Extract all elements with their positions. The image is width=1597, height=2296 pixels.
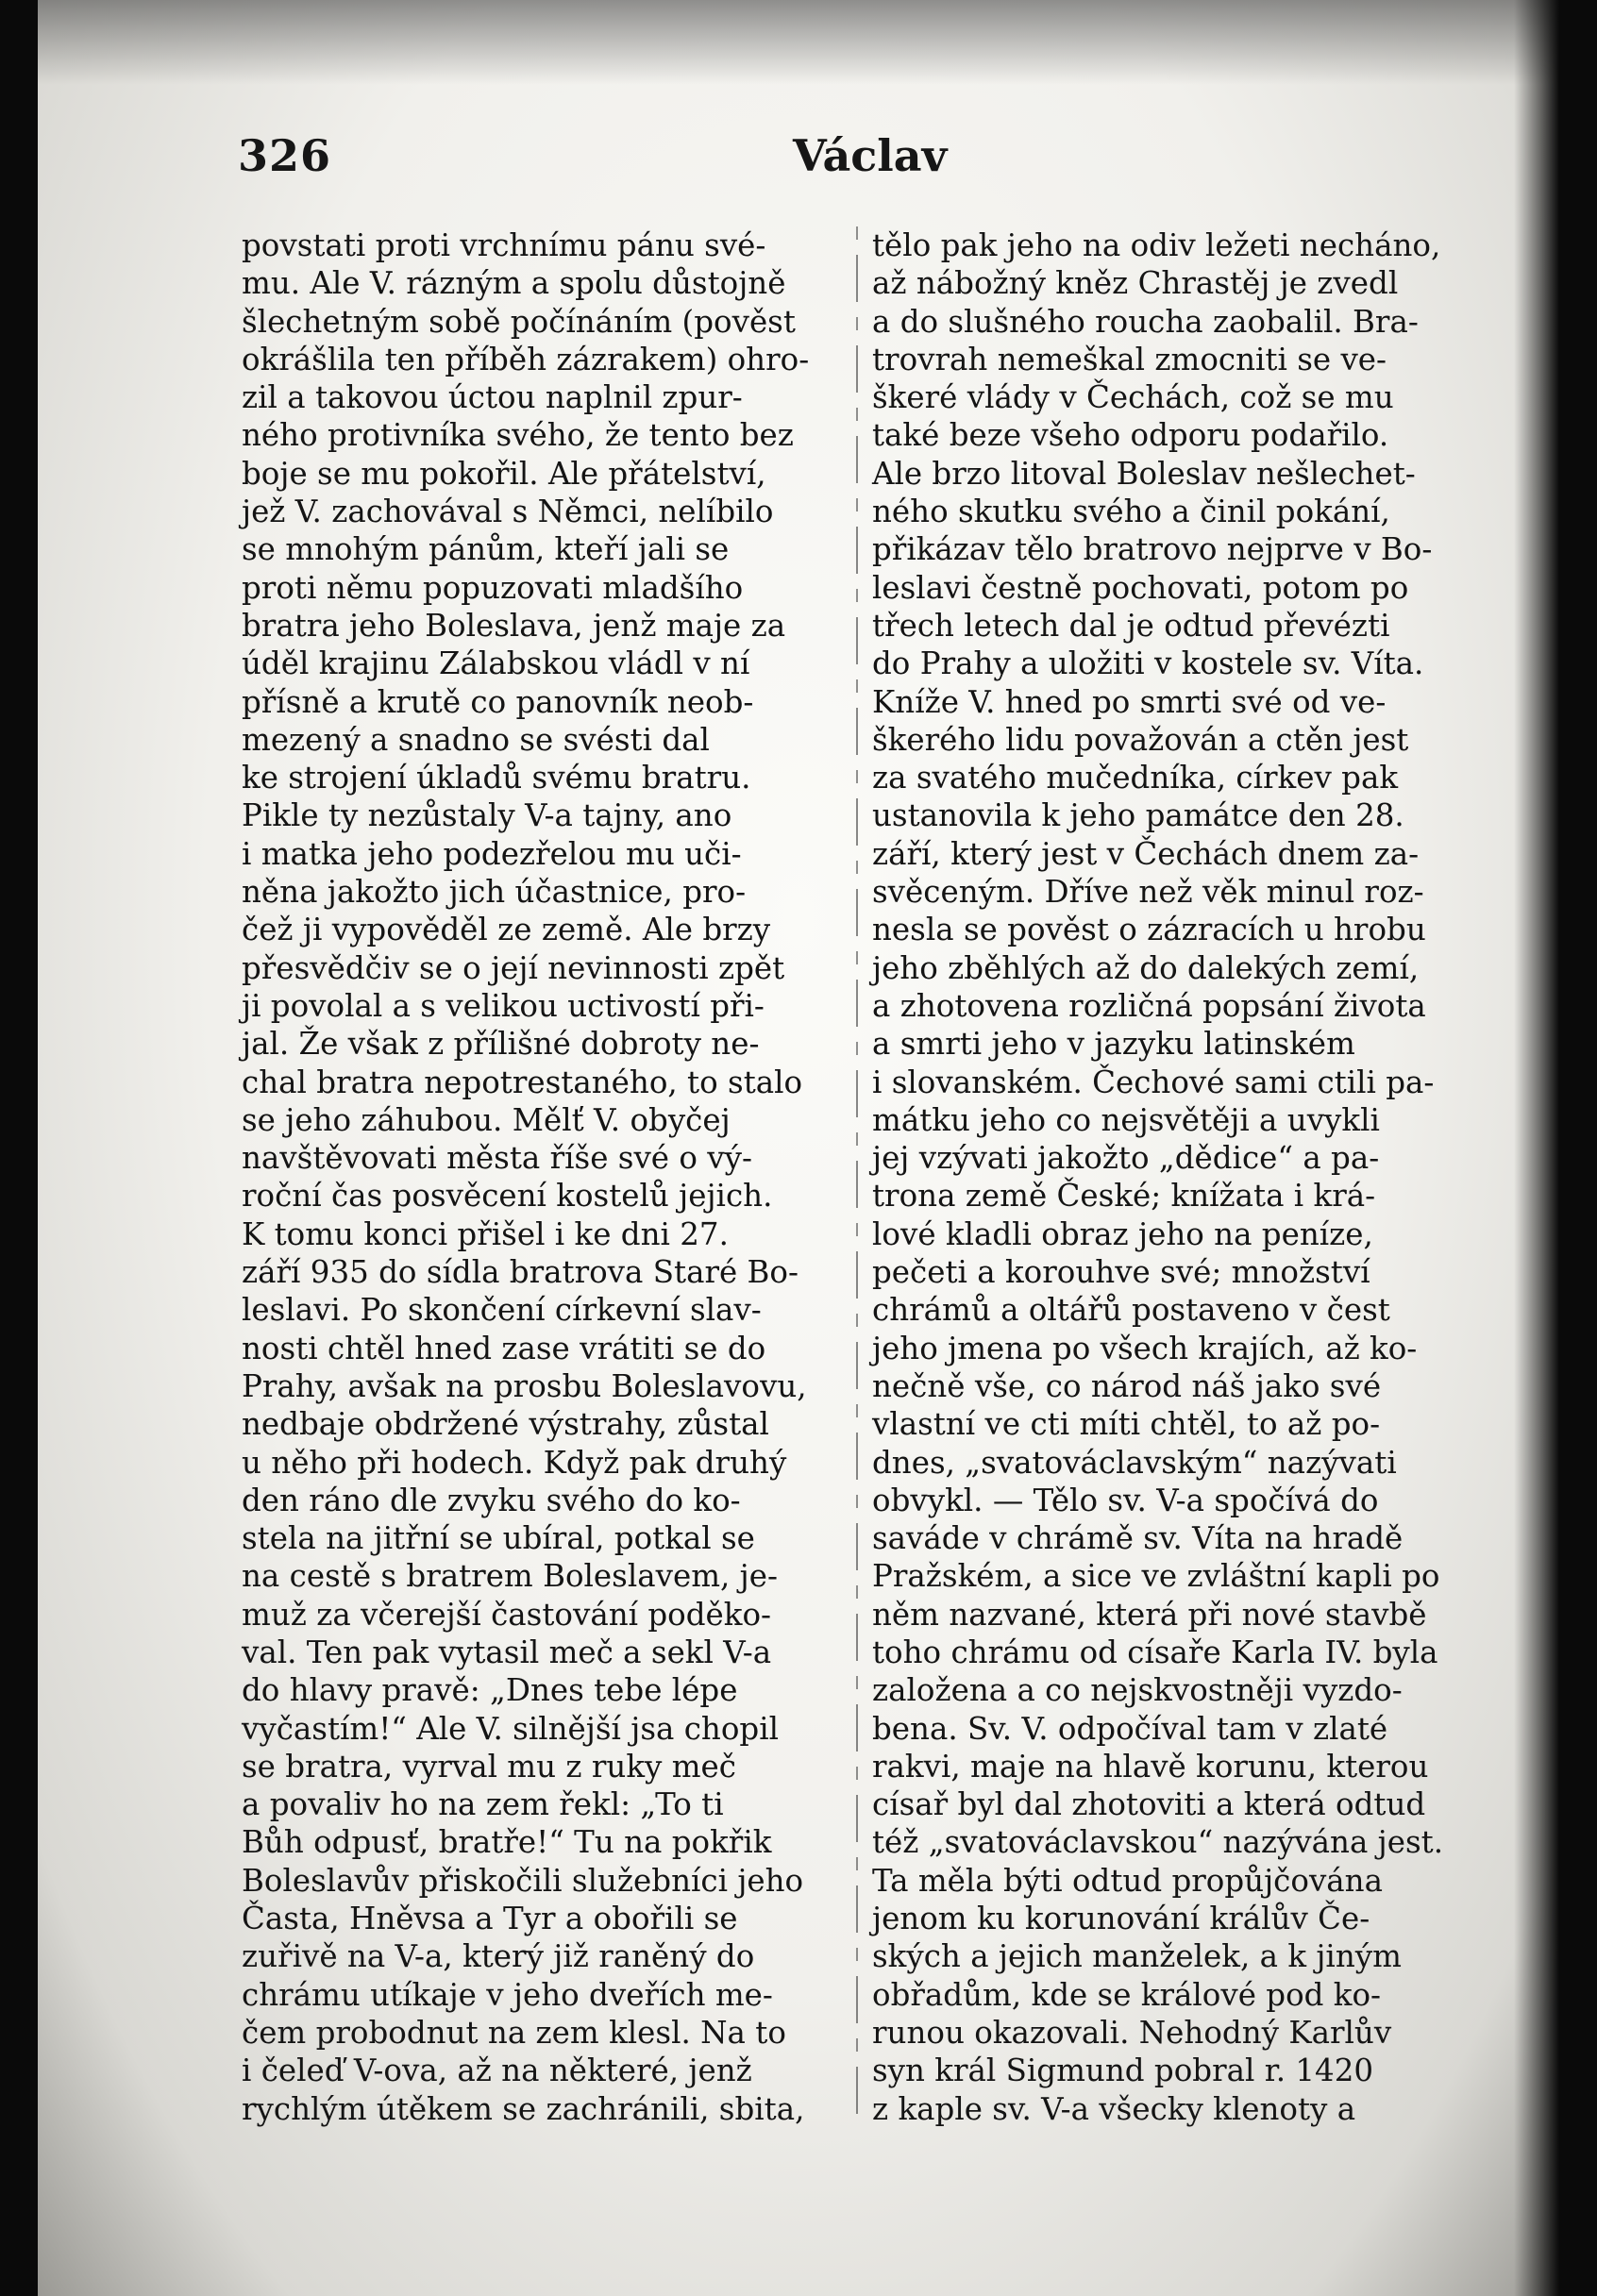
text-line: tělo pak jeho na odiv ležeti necháno, xyxy=(872,227,1441,263)
text-line: svěceným. Dříve než věk minul roz- xyxy=(872,874,1424,911)
text-line: nečně vše, co národ náš jako své xyxy=(872,1367,1382,1404)
text-line: proti němu popuzovati mladšího xyxy=(242,569,744,606)
text-line: na cestě s bratrem Boleslavem, je- xyxy=(242,1558,778,1595)
text-line: jej vzývati jakožto „dědice“ a pa- xyxy=(872,1140,1380,1177)
text-line: bratra jeho Boleslava, jenž maje za xyxy=(242,607,786,644)
text-line: Bůh odpusť, bratře!“ Tu na pokřik xyxy=(242,1824,772,1861)
text-line: a do slušného roucha zaobalil. Bra- xyxy=(872,303,1419,340)
text-line: jež V. zachovával s Němci, nelíbilo xyxy=(242,494,774,530)
text-line: mátku jeho co nejsvětěji a uvykli xyxy=(872,1101,1380,1138)
text-line: nesla se pověst o zázracích u hrobu xyxy=(872,912,1426,948)
text-line: císař byl dal zhotoviti a která odtud xyxy=(872,1786,1426,1823)
text-line: až nábožný kněz Chrastěj je zvedl xyxy=(872,265,1399,302)
text-line: den ráno dle zvyku svého do ko- xyxy=(242,1482,741,1518)
text-line: zil a takovou úctou naplnil zpur- xyxy=(242,379,743,416)
text-line: trovrah nemeškal zmocniti se ve- xyxy=(872,341,1387,377)
column-divider xyxy=(856,226,858,2114)
text-line: Ta měla býti odtud propůjčována xyxy=(872,1862,1383,1899)
text-line: runou okazovali. Nehodný Karlův xyxy=(872,2014,1392,2051)
text-line: val. Ten pak vytasil meč a sekl V-a xyxy=(242,1634,772,1670)
text-line: jenom ku korunování králův Če- xyxy=(872,1901,1370,1937)
text-line: se mnohým pánům, kteří jali se xyxy=(242,531,730,568)
text-line: vyčastím!“ Ale V. silnější jsa chopil xyxy=(242,1710,780,1747)
text-line: chal bratra nepotrestaného, to stalo xyxy=(242,1064,803,1100)
text-line: také beze všeho odporu podařilo. xyxy=(872,417,1389,454)
text-line: Ale brzo litoval Boleslav nešlechet- xyxy=(872,455,1416,492)
running-head: Václav xyxy=(793,130,948,181)
text-line: přesvědčiv se o její nevinnosti zpět xyxy=(242,949,785,986)
text-line: třech letech dal je odtud převézti xyxy=(872,607,1390,644)
text-line: přísně a krutě co panovník neob- xyxy=(242,683,754,720)
text-line: září 935 do sídla bratrova Staré Bo- xyxy=(242,1254,798,1291)
text-line: navštěvovati města říše své o vý- xyxy=(242,1140,752,1177)
text-line: chrámů a oltářů postaveno v čest xyxy=(872,1292,1390,1329)
text-line: Boleslavův přiskočili služebníci jeho xyxy=(242,1862,804,1899)
text-line: jal. Že však z přílišné dobroty ne- xyxy=(242,1026,760,1063)
left-column xyxy=(242,226,893,2128)
text-line: Pražském, a sice ve zvláštní kapli po xyxy=(872,1558,1440,1595)
text-line: září, který jest v Čechách dnem za- xyxy=(872,835,1420,872)
page-shadow-top xyxy=(38,0,1559,85)
text-line: u něho při hodech. Když pak druhý xyxy=(242,1444,787,1481)
text-line: škeré vlády v Čechách, což se mu xyxy=(872,379,1394,416)
text-line: rychlým útěkem se zachránili, sbita, xyxy=(242,2090,805,2127)
text-line: se jeho záhubou. Mělť V. obyčej xyxy=(242,1101,731,1138)
text-line: mu. Ale V. rázným a spolu důstojně xyxy=(242,265,786,302)
text-line: též „svatováclavskou“ nazývána jest. xyxy=(872,1824,1444,1861)
text-line: obvykl. — Tělo sv. V-a spočívá do xyxy=(872,1482,1379,1518)
text-line: úděl krajinu Zálabskou vládl v ní xyxy=(242,645,750,682)
text-line: jeho zběhlých až do dalekých zemí, xyxy=(872,949,1420,986)
text-line: toho chrámu od císaře Karla IV. byla xyxy=(872,1634,1438,1670)
text-line: chrámu utíkaje v jeho dveřích me- xyxy=(242,1976,773,2013)
text-line: přikázav tělo bratrovo nejprve v Bo- xyxy=(872,531,1433,568)
text-line: nedbaje obdržené výstrahy, zůstal xyxy=(242,1406,769,1443)
text-line: vlastní ve cti míti chtěl, to až po- xyxy=(872,1406,1381,1443)
text-line: trona země České; knížata i krá- xyxy=(872,1178,1376,1215)
text-line: okrášlila ten příběh zázrakem) ohro- xyxy=(242,341,810,377)
text-line: ustanovila k jeho památce den 28. xyxy=(872,797,1404,834)
text-line: do hlavy pravě: „Dnes tebe lépe xyxy=(242,1672,738,1709)
text-line: škerého lidu považován a ctěn jest xyxy=(872,721,1409,758)
text-line: i čeleď V-ova, až na některé, jenž xyxy=(242,2053,752,2089)
text-line: a zhotovena rozličná popsání života xyxy=(872,987,1426,1024)
text-line: stela na jitřní se ubíral, potkal se xyxy=(242,1520,755,1557)
text-line: založena a co nejskvostněji vyzdo- xyxy=(872,1672,1403,1709)
text-line: i matka jeho podezřelou mu uči- xyxy=(242,835,742,872)
text-line: rakvi, maje na hlavě korunu, kterou xyxy=(872,1748,1429,1785)
text-line: roční čas posvěcení kostelů jejich. xyxy=(242,1178,773,1215)
text-line: Prahy, avšak na prosbu Boleslavovu, xyxy=(242,1367,807,1404)
right-column xyxy=(872,226,1523,2128)
text-line: zuřivě na V-a, který již raněný do xyxy=(242,1938,755,1975)
text-line: Kníže V. hned po smrti své od ve- xyxy=(872,683,1387,720)
text-line: mezený a snadno se svésti dal xyxy=(242,721,710,758)
text-line: saváde v chrámě sv. Víta na hradě xyxy=(872,1520,1404,1557)
page-header xyxy=(38,130,1559,187)
text-line: za svatého mučedníka, církev pak xyxy=(872,760,1399,796)
page-shadow-right xyxy=(1514,0,1559,2296)
text-line: leslavi čestně pochovati, potom po xyxy=(872,569,1409,606)
text-line: a povaliv ho na zem řekl: „To ti xyxy=(242,1786,724,1823)
text-line: nosti chtěl hned zase vrátiti se do xyxy=(242,1330,766,1366)
text-line: se bratra, vyrval mu z ruky meč xyxy=(242,1748,736,1785)
text-line: lové kladli obraz jeho na peníze, xyxy=(872,1215,1373,1252)
text-line: obřadům, kde se králové pod ko- xyxy=(872,1976,1382,2013)
text-line: pečeti a korouhve své; množství xyxy=(872,1254,1370,1291)
text-line: čež ji vypověděl ze země. Ale brzy xyxy=(242,912,771,948)
text-line: do Prahy a uložiti v kostele sv. Víta. xyxy=(872,645,1424,682)
text-line: čem probodnut na zem klesl. Na to xyxy=(242,2014,786,2051)
text-line: leslavi. Po skončení církevní slav- xyxy=(242,1292,762,1329)
text-line: bena. Sv. V. odpočíval tam v zlaté xyxy=(872,1710,1388,1747)
text-line: něna jakožto jich účastnice, pro- xyxy=(242,874,747,911)
text-line: dnes, „svatováclavským“ nazývati xyxy=(872,1444,1397,1481)
text-line: K tomu konci přišel i ke dni 27. xyxy=(242,1215,729,1252)
text-line: ji povolal a s velikou uctivostí při- xyxy=(242,987,765,1024)
text-line: něm nazvané, která při nové stavbě xyxy=(872,1596,1427,1633)
text-line: syn král Sigmund pobral r. 1420 xyxy=(872,2053,1374,2089)
page-number: 326 xyxy=(238,130,332,181)
text-line: boje se mu pokořil. Ale přátelství, xyxy=(242,455,766,492)
text-line: a smrti jeho v jazyku latinském xyxy=(872,1026,1355,1063)
text-line: jeho jmena po všech krajích, až ko- xyxy=(872,1330,1418,1366)
text-line: povstati proti vrchnímu pánu své- xyxy=(242,227,766,263)
text-line: i slovanském. Čechové sami ctili pa- xyxy=(872,1064,1435,1100)
text-line: muž za včerejší častování poděko- xyxy=(242,1596,772,1633)
text-line: Časta, Hněvsa a Tyr a obořili se xyxy=(242,1901,738,1937)
book-page xyxy=(38,0,1559,2296)
text-line: ného skutku svého a činil pokání, xyxy=(872,494,1390,530)
text-line: z kaple sv. V-a všecky klenoty a xyxy=(872,2090,1356,2127)
text-line: ného protivníka svého, že tento bez xyxy=(242,417,794,454)
text-line: ských a jejich manželek, a k jiným xyxy=(872,1938,1402,1975)
text-line: Pikle ty nezůstaly V-a tajny, ano xyxy=(242,797,732,834)
text-line: šlechetným sobě počínáním (pověst xyxy=(242,303,796,340)
text-line: ke strojení úkladů svému bratru. xyxy=(242,760,751,796)
